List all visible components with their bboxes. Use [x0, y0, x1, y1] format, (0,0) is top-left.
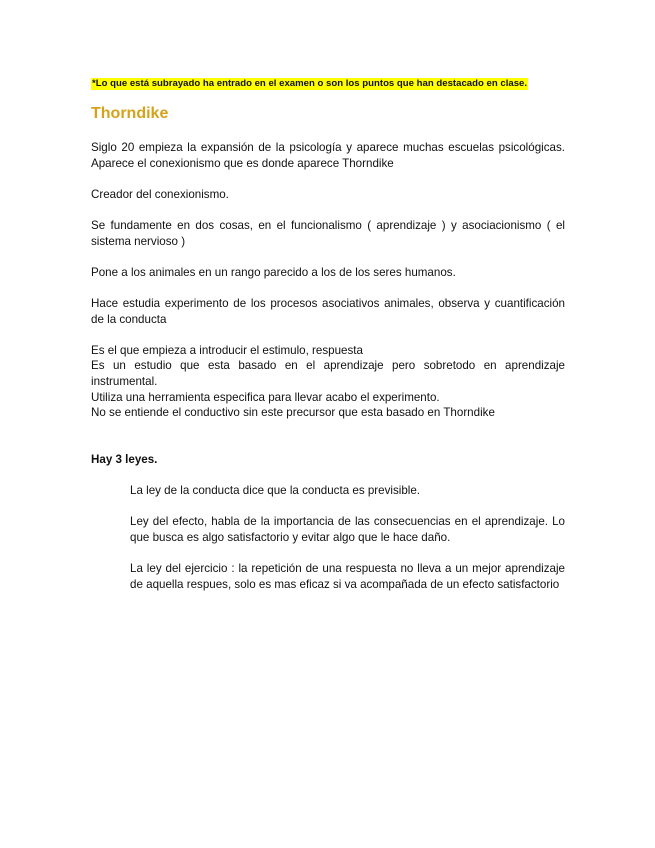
paragraph: Pone a los animales en un rango parecido a los de los seres humanos.	[91, 265, 456, 279]
paragraph: No se entiende el conductivo sin este precursor que esta basado en Thorndike	[91, 406, 495, 420]
law-item: La ley del ejercicio : la repetición de una respuesta no lleva a un mejor aprendizaje de aquella respues, solo es mas eficaz si va acompañada de un efecto satisfactorio	[130, 562, 565, 591]
paragraph: Se fundamente en dos cosas, en el funcionalismo ( aprendizaje ) y asociacionismo ( el sistema nervioso )	[91, 218, 565, 248]
paragraph: Hace estudia experimento de los procesos asociativos animales, observa y cuantificación de la conducta	[91, 296, 565, 326]
document-body	[91, 140, 565, 592]
paragraph: Creador del conexionismo.	[91, 187, 229, 201]
laws-heading: Hay 3 leyes.	[91, 452, 158, 466]
paragraph: Utiliza una herramienta especifica para llevar acabo el experimento.	[91, 390, 440, 404]
law-item: La ley de la conducta dice que la conducta es previsible.	[130, 484, 421, 498]
page-title: Thorndike	[91, 105, 169, 122]
law-item: Ley del efecto, habla de la importancia de las consecuencias en el aprendizaje. Lo que busca es algo satisfactorio y evitar algo que le hace daño.	[130, 515, 565, 544]
paragraph: Es el que empieza a introducir el estimulo, respuesta	[91, 343, 363, 357]
paragraph: Siglo 20 empieza la expansión de la psicología y aparece muchas escuelas psicológicas. Aparece el conexionismo que es donde aparece Thorndike	[91, 141, 565, 170]
highlight-note: *Lo que está subrayado ha entrado en el examen o son los puntos que han destacado en clase.	[92, 78, 528, 89]
paragraph: Es un estudio que esta basado en el aprendizaje pero sobretodo en aprendizaje instrumental.	[91, 359, 565, 388]
